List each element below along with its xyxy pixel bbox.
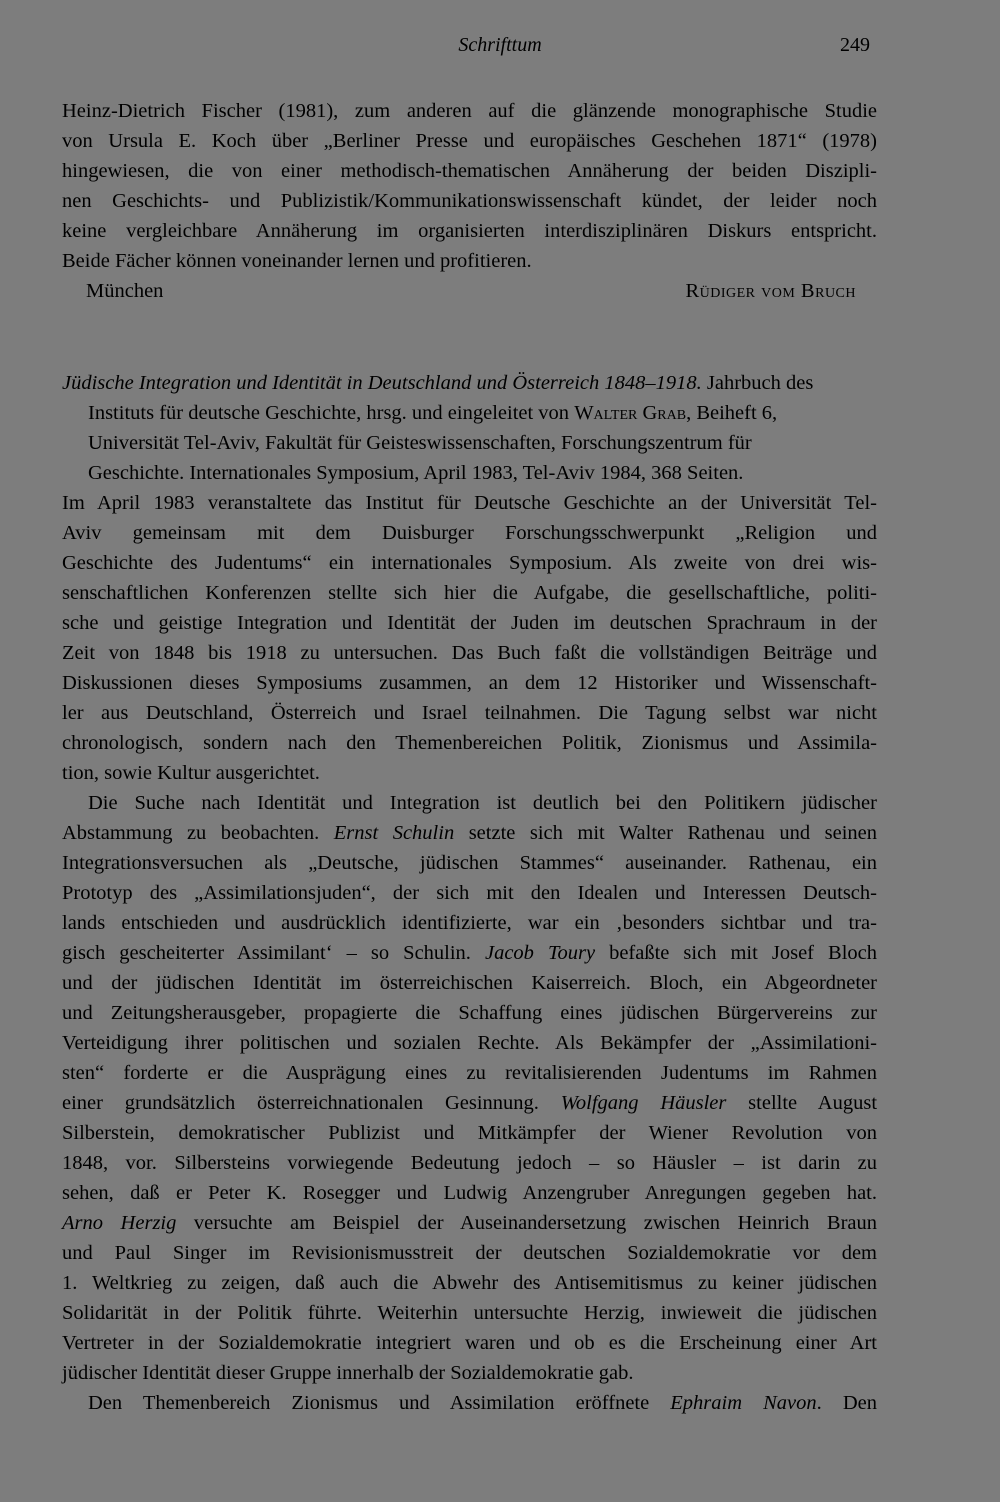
author-name: Arno Herzig xyxy=(62,1212,177,1234)
signature-place: München xyxy=(86,280,164,302)
text-line: Prototyp des „Assimilationsjuden“, der sich mit den Idealen und Interessen Deutsch- xyxy=(62,882,877,904)
citation-line: Universität Tel-Aviv, Fakultät für Geisteswissenschaften, Forschungszentrum für xyxy=(88,432,752,454)
editor-name: Walter Grab xyxy=(574,402,687,424)
text-line: sten“ forderte er die Ausprägung eines zu revitalisierenden Judentums im Rahmen xyxy=(62,1062,877,1084)
text-line: hingewiesen, die von einer methodisch-thematischen Annäherung der beiden Diszipli- xyxy=(62,160,877,182)
text-line: Im April 1983 veranstaltete das Institut für Deutsche Geschichte an der Universität Tel- xyxy=(62,492,877,514)
text-line: Die Suche nach Identität und Integration ist deutlich bei den Politikern jüdischer xyxy=(88,792,877,814)
text-line: Silberstein, demokratischer Publizist und Mitkämpfer der Wiener Revolution von xyxy=(62,1122,877,1144)
text-line: keine vergleichbare Annäherung im organisierten interdisziplinären Diskurs entspricht. xyxy=(62,220,877,242)
text-line: sehen, daß er Peter K. Rosegger und Ludwig Anzengruber Anregungen gegeben hat. xyxy=(62,1182,877,1204)
text-line: Den Themenbereich Zionismus und Assimilation eröffnete Ephraim Navon. Den xyxy=(88,1392,877,1414)
citation-line: Jüdische Integration und Identität in Deutschland und Österreich 1848–1918. Jahrbuch des xyxy=(62,372,814,394)
review-body xyxy=(62,488,877,1418)
text-line: und Zeitungsherausgeber, propagierte die Schaffung eines jüdischen Bürgervereins zur xyxy=(62,1002,877,1024)
text-line: einer grundsätzlich österreichnationalen Gesinnung. Wolfgang Häusler stellte August xyxy=(62,1092,878,1114)
text-line: Integrationsversuchen als „Deutsche, jüdischen Stammes“ auseinander. Rathenau, ein xyxy=(62,852,877,874)
text-line: tion, sowie Kultur ausgerichtet. xyxy=(62,762,320,784)
text-line: nen Geschichts- und Publizistik/Kommunikationswissenschaft kündet, der leider noch xyxy=(62,190,877,212)
text-line: sche und geistige Integration und Identität der Juden im deutschen Sprachraum in der xyxy=(62,612,877,634)
text-line: und Paul Singer im Revisionismusstreit der deutschen Sozialdemokratie vor dem xyxy=(62,1242,877,1264)
citation-line: Instituts für deutsche Geschichte, hrsg. und eingeleitet von Walter Grab, Beiheft 6, xyxy=(88,402,778,424)
text-line: Arno Herzig versuchte am Beispiel der Auseinandersetzung zwischen Heinrich Braun xyxy=(62,1212,877,1234)
review-signature xyxy=(86,280,856,303)
book-citation xyxy=(62,368,877,488)
text-line: chronologisch, sondern nach den Themenbereichen Politik, Zionismus und Assimila- xyxy=(62,732,877,754)
page-number: 249 xyxy=(840,34,870,56)
citation-line: Geschichte. Internationales Symposium, April 1983, Tel-Aviv 1984, 368 Seiten. xyxy=(88,462,744,484)
text-line: Zeit von 1848 bis 1918 zu untersuchen. Das Buch faßt die vollständigen Beiträge und xyxy=(62,642,877,664)
text-line: und der jüdischen Identität im österreichischen Kaiserreich. Bloch, ein Abgeordneter xyxy=(62,972,877,994)
text-line: Beide Fächer können voneinander lernen und profitieren. xyxy=(62,250,532,272)
text-line: Geschichte des Judentums“ ein internationales Symposium. Als zweite von drei wis- xyxy=(62,552,877,574)
text-line: Vertreter in der Sozialdemokratie integriert waren und ob es die Erscheinung einer Art xyxy=(62,1332,877,1354)
previous-review-text xyxy=(62,96,877,276)
text-line: lands entschieden und ausdrücklich identifizierte, war ein ‚besonders sichtbar und tra- xyxy=(62,912,877,934)
text-line: gisch gescheiterter Assimilant‘ – so Schulin. Jacob Toury befaßte sich mit Josef Bloch xyxy=(62,942,877,964)
author-name: Ephraim Navon xyxy=(670,1392,817,1414)
text-line: Solidarität in der Politik führte. Weiterhin untersuchte Herzig, inwieweit die jüdischen xyxy=(62,1302,877,1324)
text-line: Abstammung zu beobachten. Ernst Schulin setzte sich mit Walter Rathenau und seinen xyxy=(62,822,877,844)
text-line: von Ursula E. Koch über „Berliner Presse und europäisches Geschehen 1871“ (1978) xyxy=(62,130,877,152)
reviewer-name: Rüdiger vom Bruch xyxy=(685,280,856,302)
text-line: 1. Weltkrieg zu zeigen, daß auch die Abwehr des Antisemitismus zu keiner jüdischen xyxy=(62,1272,877,1294)
author-name: Ernst Schulin xyxy=(333,822,455,844)
text-line: 1848, vor. Silbersteins vorwiegende Bedeutung jedoch – so Häusler – ist darin zu xyxy=(62,1152,877,1174)
text-line: Verteidigung ihrer politischen und sozialen Rechte. Als Bekämpfer der „Assimilationi- xyxy=(62,1032,877,1054)
text-line: Heinz-Dietrich Fischer (1981), zum anderen auf die glänzende monographische Studie xyxy=(62,100,877,122)
text-line: Diskussionen dieses Symposiums zusammen, an dem 12 Historiker und Wissenschaft- xyxy=(62,672,877,694)
running-title: Schrifttum xyxy=(458,34,542,56)
text-line: jüdischer Identität dieser Gruppe innerhalb der Sozialdemokratie gab. xyxy=(62,1362,634,1384)
author-name: Jacob Toury xyxy=(484,942,596,964)
author-name: Wolfgang Häusler xyxy=(560,1092,727,1114)
text-line: ler aus Deutschland, Österreich und Israel teilnahmen. Die Tagung selbst war nicht xyxy=(62,702,877,724)
text-line: Aviv gemeinsam mit dem Duisburger Forschungsschwerpunkt „Religion und xyxy=(62,522,877,544)
text-line: senschaftlichen Konferenzen stellte sich hier die Aufgabe, die gesellschaftliche, politi- xyxy=(62,582,877,604)
book-title: Jüdische Integration und Identität in Deutschland und Österreich 1848–1918. xyxy=(62,372,702,394)
